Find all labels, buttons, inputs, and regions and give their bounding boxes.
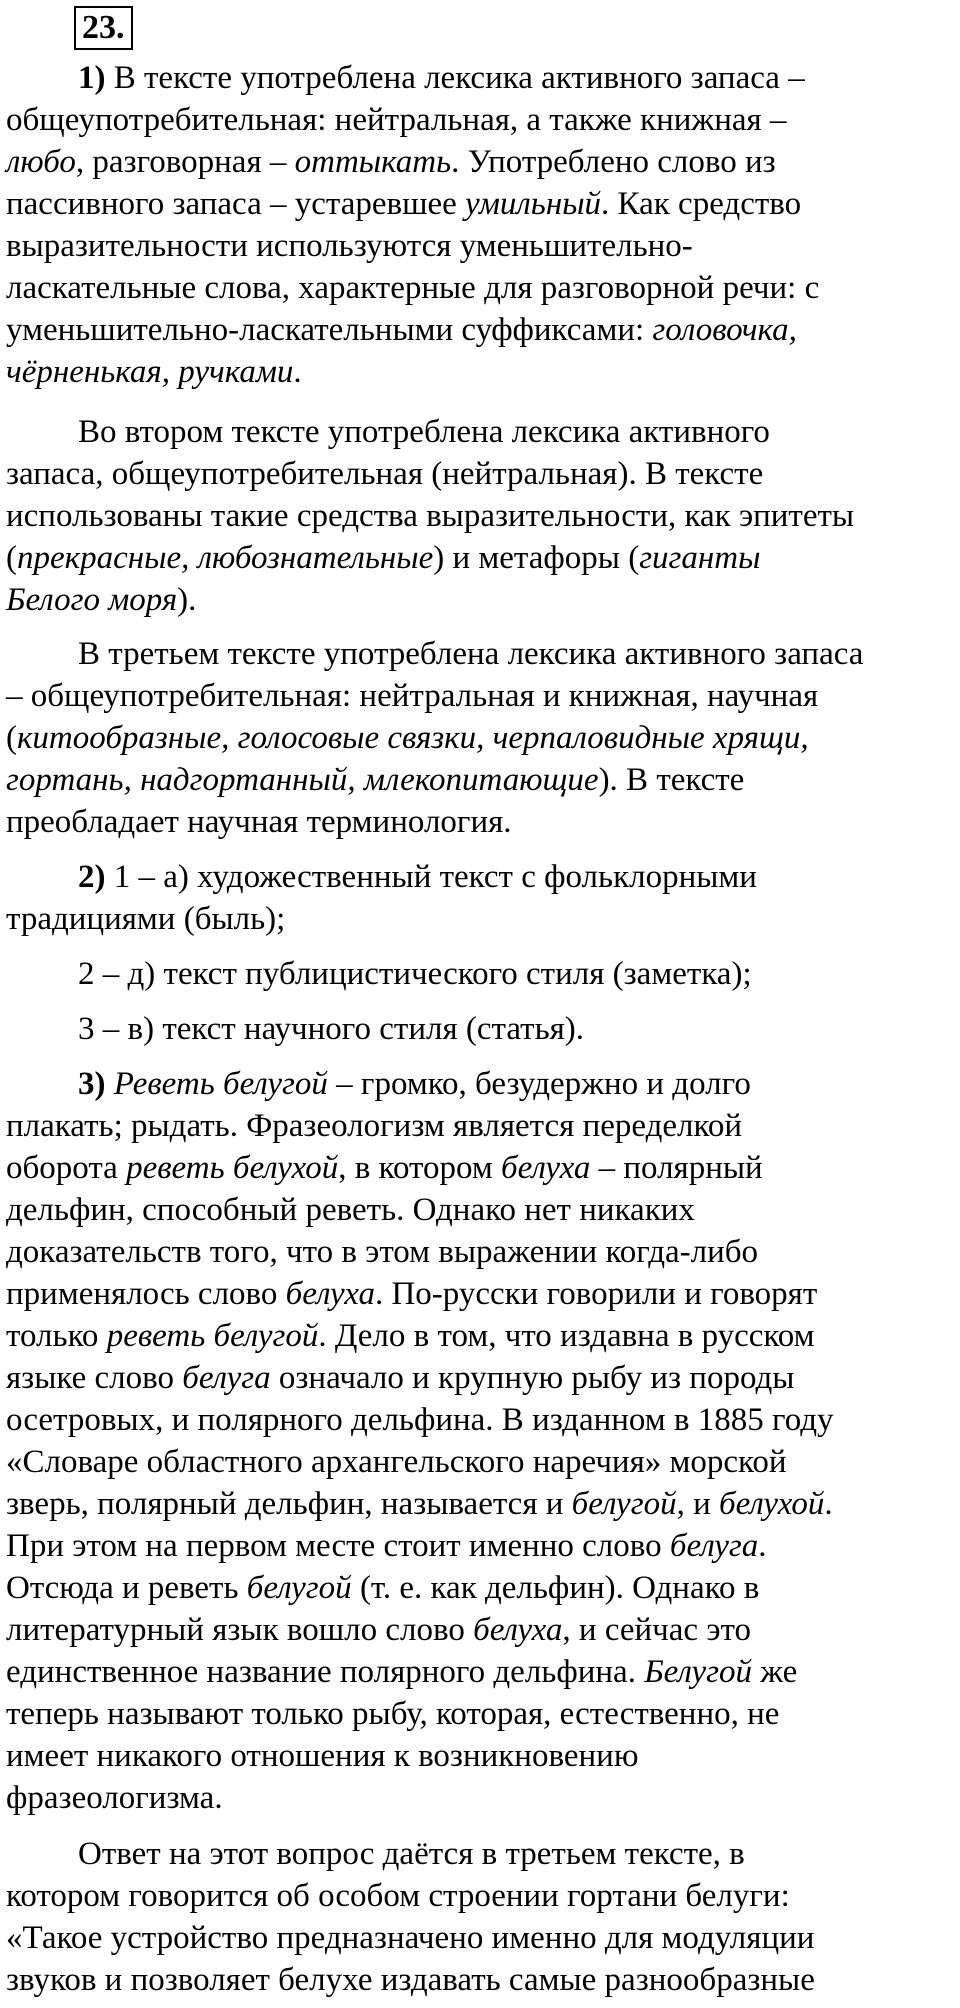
text-line: выразительности используются уменьшительно- [6,228,693,264]
text-line: В третьем тексте употреблена лексика активного запаса [78,636,864,672]
text-line: 2) 1 – а) художественный текст с фольклорными [78,859,757,895]
text-line: – общеупотребительная: нейтральная и книжная, научная [6,678,819,714]
text-line: (прекрасные, любознательные) и метафоры (гиганты [6,540,761,576]
text-line: единственное название полярного дельфина. Белугой же [6,1654,798,1690]
text-line: 2 – д) текст публицистического стиля (заметка); [78,956,752,992]
paragraph-1 [6,57,956,393]
text-line: 3) Реветь белугой – громко, безудержно и долго [78,1066,751,1102]
paragraph-6 [6,1008,956,1050]
task-number-box: 23. [74,6,133,50]
text-line: плакать; рыдать. Фразеологизм является переделкой [6,1108,743,1144]
text-line: преобладает научная терминология. [6,804,512,840]
text-line: 3 – в) текст научного стиля (статья). [78,1011,585,1047]
text-line: общеупотребительная: нейтральная, а также книжная – [6,102,787,138]
text-line: 1) В тексте употреблена лексика активного запаса – [78,60,805,96]
item-label: 2) [78,859,106,895]
item-label: 1) [78,60,106,96]
text-line: оборота реветь белухой, в котором белуха – полярный [6,1150,763,1186]
paragraph-8 [6,1833,956,2001]
text-line: традициями (быль); [6,901,286,937]
paragraph-7 [6,1063,956,1819]
text-line: «Словаре областного архангельского наречия» морской [6,1444,787,1480]
text-line: литературный язык вошло слово белуха, и сейчас это [6,1612,751,1648]
text-line: чёрненькая, ручками. [6,354,302,390]
text-line: котором говорится об особом строении гортани белуги: [6,1878,790,1914]
text-line: ласкательные слова, характерные для разговорной речи: с [6,270,820,306]
text-line: любо, разговорная – оттыкать. Употреблено слово из [6,144,776,180]
text-line: уменьшительно-ласкательными суффиксами: головочка, [6,312,797,348]
text-line: Во втором тексте употреблена лексика активного [78,414,770,450]
text-line: только реветь белугой. Дело в том, что издавна в русском [6,1318,815,1354]
paragraph-2 [6,411,956,621]
text-line: Белого моря). [6,582,197,618]
text-line: теперь называют только рыбу, которая, естественно, не [6,1696,780,1732]
text-line: «Такое устройство предназначено именно для модуляции [6,1920,815,1956]
text-line: языке слово белуга означало и крупную рыбу из породы [6,1360,795,1396]
text-line: При этом на первом месте стоит именно слово белуга. [6,1528,767,1564]
text-line: дельфин, способный реветь. Однако нет никаких [6,1192,695,1228]
text-line: пассивного запаса – устаревшее умильный. Как средство [6,186,802,222]
text-line: Ответ на этот вопрос даётся в третьем тексте, в [78,1836,745,1872]
text-line: запаса, общеупотребительная (нейтральная). В тексте [6,456,764,492]
text-line: фразеологизма. [6,1780,223,1816]
text-line: использованы такие средства выразительности, как эпитеты [6,498,855,534]
text-line: Отсюда и реветь белугой (т. е. как дельфин). Однако в [6,1570,760,1606]
item-label: 3) [78,1066,106,1102]
text-line: гортань, надгортанный, млекопитающие). В тексте [6,762,745,798]
text-line: имеет никакого отношения к возникновению [6,1738,639,1774]
text-line: (китообразные, голосовые связки, черпаловидные хрящи, [6,720,809,756]
text-line: доказательств того, что в этом выражении когда-либо [6,1234,759,1270]
paragraph-5 [6,953,956,995]
text-line: осетровых, и полярного дельфина. В изданном в 1885 году [6,1402,834,1438]
text-line: зверь, полярный дельфин, называется и белугой, и белухой. [6,1486,833,1522]
paragraph-4 [6,856,956,940]
text-line: звуков и позволяет белухе издавать самые разнообразные [6,1962,815,1998]
text-line: применялось слово белуха. По-русски говорили и говорят [6,1276,818,1312]
paragraph-3 [6,633,956,843]
